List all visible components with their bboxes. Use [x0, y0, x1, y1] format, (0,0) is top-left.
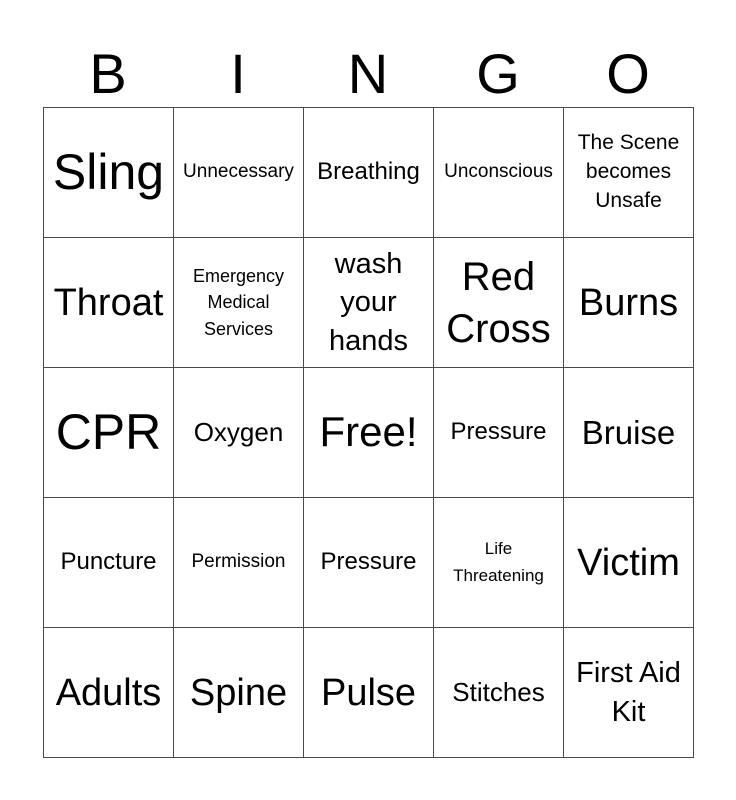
- header-letter-b: B: [89, 42, 127, 105]
- cell-label: wash your hands: [328, 247, 408, 357]
- cell-label: The Scene becomes Unsafe: [577, 131, 680, 212]
- bingo-cell[interactable]: [303, 627, 434, 758]
- cell-label: First Aid Kit: [576, 656, 681, 728]
- bingo-cell[interactable]: [43, 627, 174, 758]
- bingo-header: [43, 38, 693, 108]
- bingo-cell[interactable]: [43, 107, 174, 238]
- cell-label: CPR: [55, 404, 162, 460]
- bingo-cell[interactable]: [433, 497, 564, 628]
- bingo-cell[interactable]: [303, 497, 434, 628]
- cell-label: Bruise: [581, 413, 676, 451]
- cell-label: Unnecessary: [183, 161, 294, 183]
- header-letter-g: G: [476, 42, 520, 105]
- cell-label: Throat: [53, 281, 164, 324]
- cell-label: Victim: [577, 541, 680, 584]
- bingo-cell[interactable]: [173, 237, 304, 368]
- bingo-cell[interactable]: [173, 497, 304, 628]
- bingo-cell[interactable]: [173, 107, 304, 238]
- bingo-cell[interactable]: [433, 627, 564, 758]
- cell-label: Breathing: [317, 158, 420, 186]
- bingo-cell[interactable]: [43, 367, 174, 498]
- header-letter-o: O: [606, 42, 650, 105]
- bingo-cell[interactable]: [433, 237, 564, 368]
- bingo-cell[interactable]: [563, 367, 694, 498]
- bingo-cell[interactable]: [563, 497, 694, 628]
- bingo-cell[interactable]: [43, 497, 174, 628]
- cell-label: Sling: [52, 144, 165, 200]
- cell-label: Permission: [191, 551, 286, 573]
- cell-label: Oxygen: [193, 417, 284, 448]
- bingo-card-grid: [43, 107, 693, 757]
- cell-label: Emergency Medical Services: [192, 266, 285, 339]
- bingo-cell[interactable]: [303, 237, 434, 368]
- cell-label: Pressure: [450, 418, 547, 446]
- bingo-cell[interactable]: [563, 237, 694, 368]
- bingo-cell[interactable]: [43, 237, 174, 368]
- bingo-cell[interactable]: [433, 367, 564, 498]
- cell-label: Free!: [319, 408, 418, 456]
- bingo-cell[interactable]: [563, 107, 694, 238]
- bingo-cell[interactable]: [303, 107, 434, 238]
- header-letter-n: N: [347, 42, 389, 105]
- cell-label: Red Cross: [446, 254, 551, 351]
- bingo-cell[interactable]: [173, 367, 304, 498]
- cell-label: Pressure: [320, 548, 417, 576]
- bingo-cell[interactable]: [173, 627, 304, 758]
- cell-label: Spine: [189, 671, 288, 714]
- bingo-cell[interactable]: [563, 627, 694, 758]
- bingo-cell[interactable]: [433, 107, 564, 238]
- cell-label: Puncture: [60, 548, 157, 576]
- cell-label: Unconscious: [444, 161, 553, 183]
- header-letter-i: I: [230, 42, 246, 105]
- cell-label: Adults: [55, 671, 162, 714]
- cell-label: Stitches: [452, 677, 545, 708]
- free-space-cell[interactable]: [303, 367, 434, 498]
- cell-label: Burns: [578, 281, 679, 324]
- cell-label: Life Threatening: [453, 539, 544, 585]
- cell-label: Pulse: [320, 671, 417, 714]
